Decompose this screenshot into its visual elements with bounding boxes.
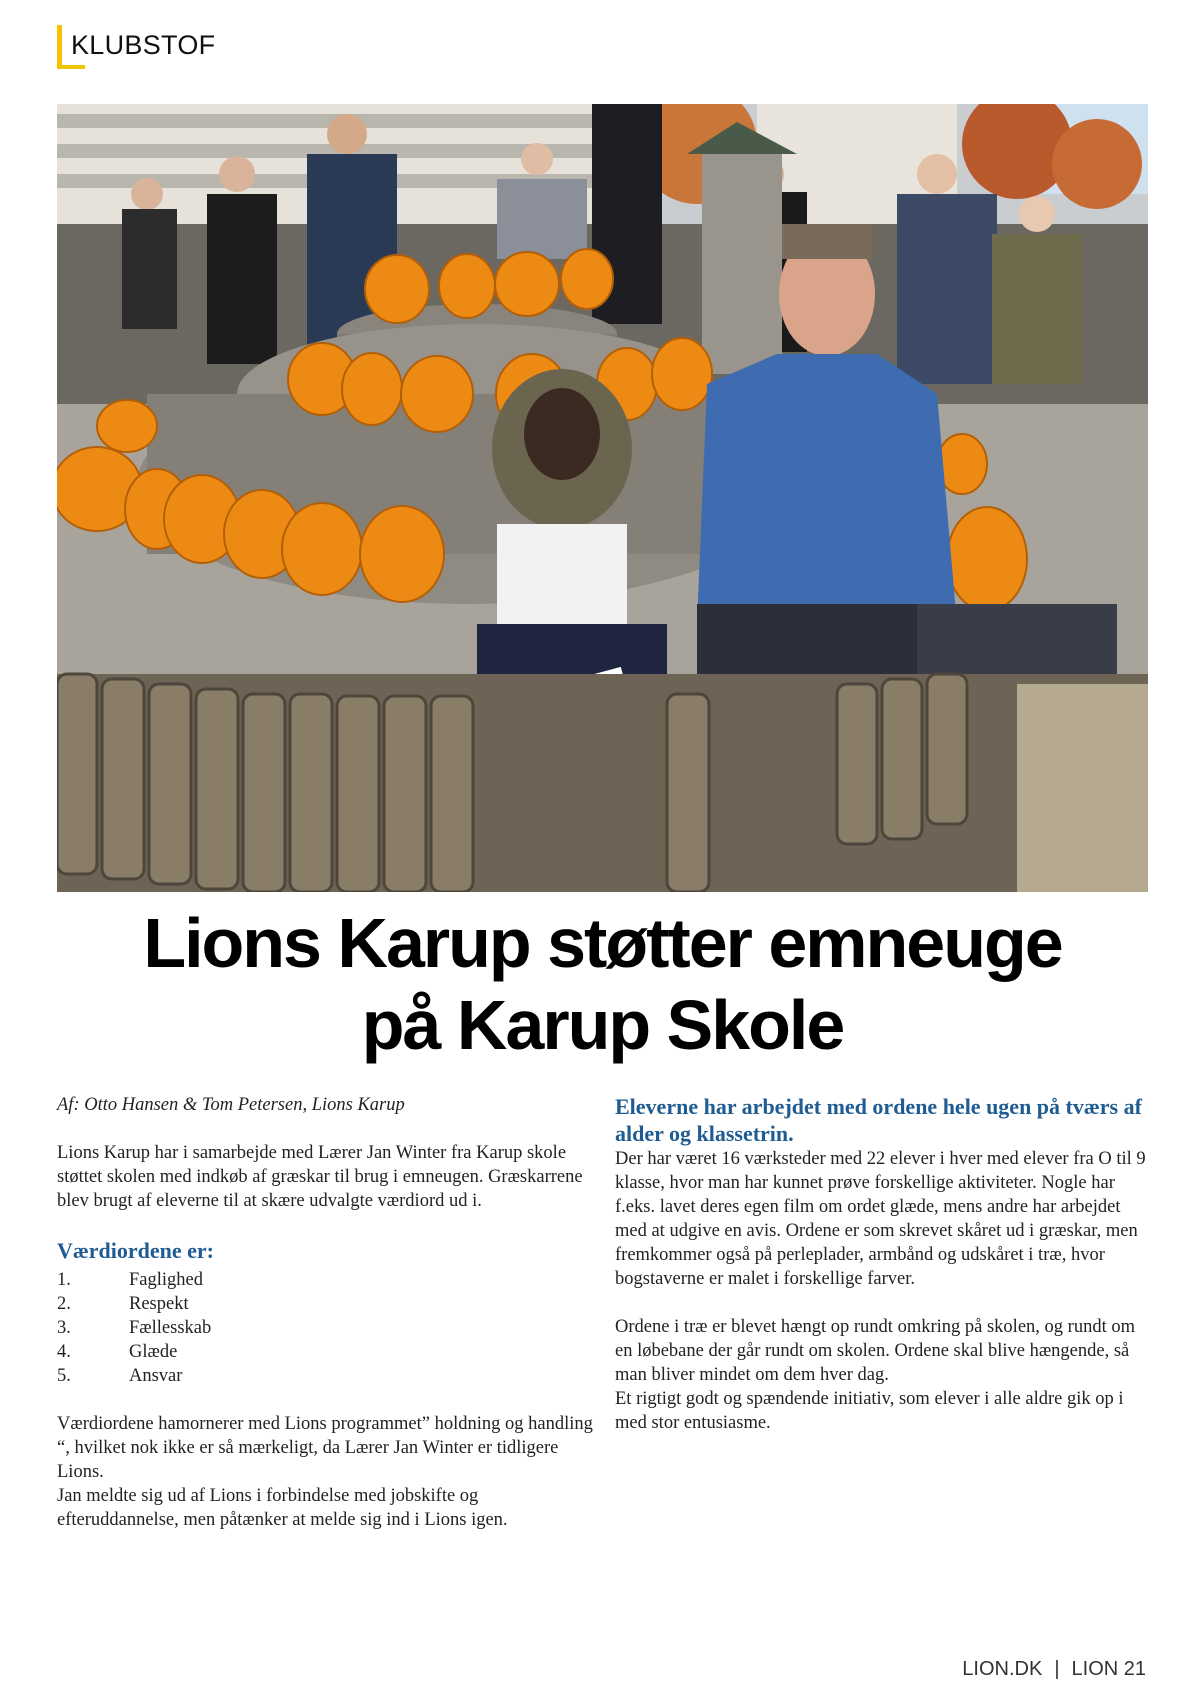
photo-pumpkins-icon bbox=[57, 104, 1148, 892]
right-column bbox=[615, 1093, 1155, 1435]
paragraph-initiative: Et rigtigt godt og spændende initiativ, som elever i alle aldre gik op i med stor entusiasme. bbox=[615, 1389, 1124, 1433]
footer-site: LION.DK bbox=[962, 1658, 1043, 1680]
footer-page-number: LION 21 bbox=[1071, 1658, 1146, 1680]
values-list bbox=[57, 1268, 597, 1388]
article-headline bbox=[57, 902, 1148, 1066]
section-tag bbox=[57, 22, 237, 68]
list-item: 2. Respekt bbox=[57, 1294, 189, 1314]
right-subhead: Eleverne har arbejdet med ordene hele ugen på tværs af alder og klassetrin. bbox=[615, 1094, 1142, 1146]
list-item: 5. Ansvar bbox=[57, 1366, 183, 1386]
paragraph-wood-words: Ordene i træ er blevet hængt op rundt omkring på skolen, og rundt om en løbebane der går rundt om skolen. Ordene skal blive hængende, så man bliver mindet om dem hver dag. bbox=[615, 1317, 1135, 1385]
list-item: 1. Faglighed bbox=[57, 1270, 203, 1290]
headline-line-2: på Karup Skole bbox=[361, 986, 844, 1064]
paragraph-workshops: Der har været 16 værksteder med 22 elever i hver med elever fra O til 9 klasse, hvor man har kunnet prøve forskellige aktiviteter. Nogle har f.eks. lavet deres egen film om ordet glæde, mens andre har arbejdet med at udgive en avis. Ordene er som skrevet skåret ud i græskar, men fremkommer også på perleplader, armbånd og udskåret i træ, hvor bogstaverne er malet i forskellige farver. bbox=[615, 1149, 1146, 1289]
section-marker-vertical bbox=[57, 25, 62, 69]
left-column bbox=[57, 1093, 597, 1532]
section-marker-horizontal bbox=[57, 65, 85, 69]
page-footer bbox=[962, 1658, 1146, 1681]
article-photo bbox=[57, 104, 1148, 892]
list-item: 4. Glæde bbox=[57, 1342, 178, 1362]
headline-line-1: Lions Karup støtter emneuge bbox=[143, 904, 1062, 982]
paragraph-values-lions: Værdiordene hamornerer med Lions programmet” holdning og handling “, hvilket nok ikke er så mærkeligt, da Lærer Jan Winter er tidligere Lions. bbox=[57, 1414, 593, 1482]
paragraph-jan-winter: Jan meldte sig ud af Lions i forbindelse med jobskifte og efteruddannelse, men påtænker at melde sig ind i Lions igen. bbox=[57, 1486, 508, 1530]
intro-paragraph: Lions Karup har i samarbejde med Lærer Jan Winter fra Karup skole støttet skolen med indkøb af græskar til brug i emneugen. Græskarrene blev brugt af eleverne til at skære udvalgte værdiord ud i. bbox=[57, 1143, 583, 1211]
footer-separator: | bbox=[1054, 1658, 1060, 1680]
list-item: 3. Fællesskab bbox=[57, 1318, 212, 1338]
section-label: KLUBSTOF bbox=[71, 30, 216, 60]
byline: Af: Otto Hansen & Tom Petersen, Lions Karup bbox=[57, 1095, 405, 1115]
values-heading: Værdiordene er: bbox=[57, 1238, 215, 1263]
